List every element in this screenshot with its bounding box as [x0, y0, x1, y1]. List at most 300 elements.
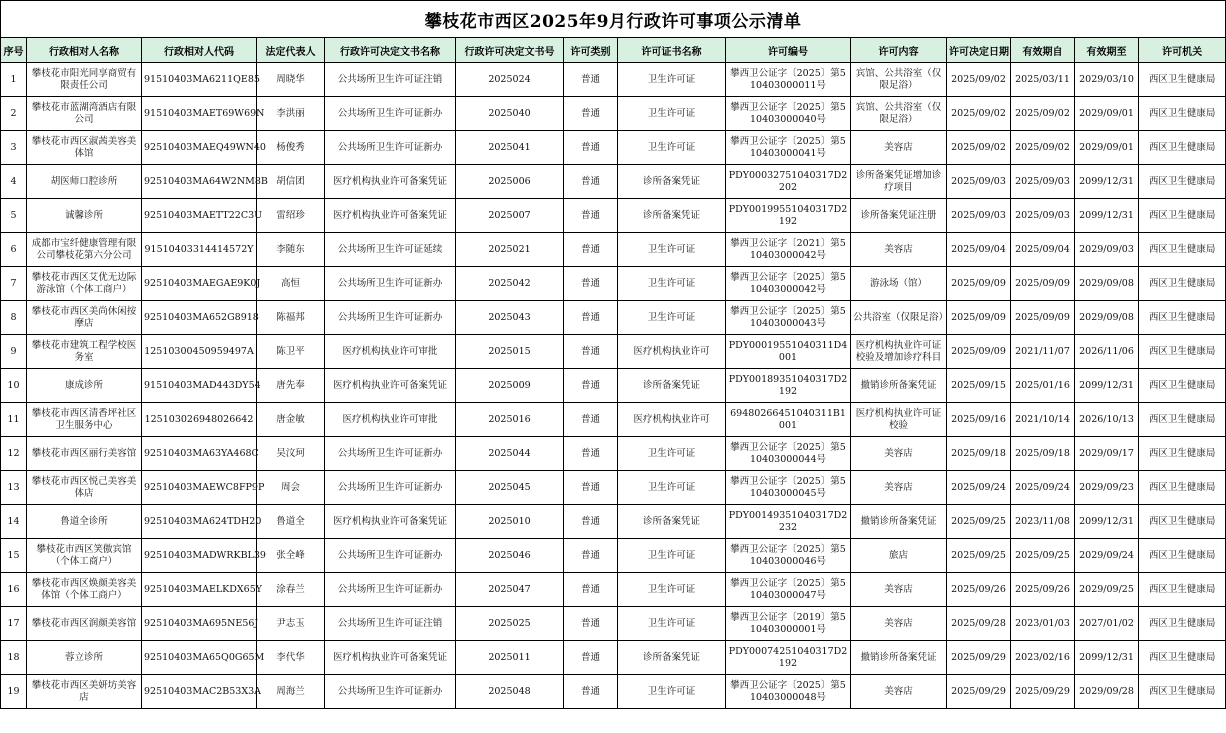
decision-doc-name: 公共场所卫生许可证延续 — [325, 233, 456, 267]
certificate-name: 卫生许可证 — [618, 131, 726, 165]
permit-authority: 西区卫生健康局 — [1139, 301, 1226, 335]
legal-representative: 李洪丽 — [257, 97, 325, 131]
valid-to: 2029/09/01 — [1075, 131, 1139, 165]
decision-date: 2025/09/03 — [947, 199, 1011, 233]
decision-doc-number: 2025015 — [456, 335, 564, 369]
row-number: 2 — [1, 97, 27, 131]
permit-authority: 西区卫生健康局 — [1139, 607, 1226, 641]
entity-code: 92510403MAC2B53X3A — [142, 675, 257, 709]
valid-from: 2025/09/03 — [1011, 165, 1075, 199]
permit-content: 游泳场（馆） — [851, 267, 947, 301]
certificate-name: 诊所备案凭证 — [618, 165, 726, 199]
permit-number: 攀西卫公证字〔2025〕第510403000045号 — [726, 471, 851, 505]
entity-code: 92510403MA65Q0G65M — [142, 641, 257, 675]
decision-date: 2025/09/04 — [947, 233, 1011, 267]
decision-date: 2025/09/02 — [947, 63, 1011, 97]
table-row — [1, 233, 1226, 267]
entity-code: 91510403MAET69W69N — [142, 97, 257, 131]
table-row — [1, 63, 1226, 97]
certificate-name: 卫生许可证 — [618, 675, 726, 709]
column-header: 序号 — [1, 38, 27, 63]
permit-content: 美容店 — [851, 131, 947, 165]
decision-doc-number: 2025010 — [456, 505, 564, 539]
valid-from: 2023/02/16 — [1011, 641, 1075, 675]
decision-doc-name: 公共场所卫生许可证新办 — [325, 675, 456, 709]
certificate-name: 卫生许可证 — [618, 267, 726, 301]
valid-from: 2025/09/26 — [1011, 573, 1075, 607]
permit-number: 攀西卫公证字〔2025〕第510403000043号 — [726, 301, 851, 335]
decision-doc-name: 公共场所卫生许可证新办 — [325, 97, 456, 131]
permit-content: 医疗机构执业许可证校验及增加诊疗科目 — [851, 335, 947, 369]
permit-number: 攀西卫公证字〔2025〕第510403000040号 — [726, 97, 851, 131]
row-number: 13 — [1, 471, 27, 505]
entity-name: 攀枝花市西区淑茜美容美体馆 — [27, 131, 142, 165]
valid-to: 2029/09/03 — [1075, 233, 1139, 267]
decision-date: 2025/09/26 — [947, 573, 1011, 607]
valid-from: 2025/09/24 — [1011, 471, 1075, 505]
entity-code: 92510403MA652G8918 — [142, 301, 257, 335]
entity-name: 蓉立诊所 — [27, 641, 142, 675]
entity-code: 92510403MA624TDH20 — [142, 505, 257, 539]
entity-name: 攀枝花市西区清香坪社区卫生服务中心 — [27, 403, 142, 437]
column-header: 行政相对人代码 — [142, 38, 257, 63]
entity-name: 攀枝花市西区润颜美容馆 — [27, 607, 142, 641]
decision-doc-number: 2025024 — [456, 63, 564, 97]
legal-representative: 李随东 — [257, 233, 325, 267]
valid-to: 2029/09/08 — [1075, 267, 1139, 301]
column-header: 许可编号 — [726, 38, 851, 63]
row-number: 7 — [1, 267, 27, 301]
row-number: 14 — [1, 505, 27, 539]
decision-date: 2025/09/29 — [947, 641, 1011, 675]
valid-to: 2029/09/24 — [1075, 539, 1139, 573]
decision-doc-number: 2025043 — [456, 301, 564, 335]
entity-name: 攀枝花市西区笑傲宾馆（个体工商户） — [27, 539, 142, 573]
permit-authority: 西区卫生健康局 — [1139, 369, 1226, 403]
legal-representative: 尹志玉 — [257, 607, 325, 641]
permit-number: PDY00032751040317D2202 — [726, 165, 851, 199]
valid-from: 2025/09/04 — [1011, 233, 1075, 267]
entity-name: 鲁道全诊所 — [27, 505, 142, 539]
decision-doc-name: 公共场所卫生许可证新办 — [325, 437, 456, 471]
entity-name: 攀枝花市西区焕颜美容美体馆（个体工商户） — [27, 573, 142, 607]
permit-content: 宾馆、公共浴室（仅限足浴） — [851, 63, 947, 97]
row-number: 15 — [1, 539, 27, 573]
decision-doc-number: 2025021 — [456, 233, 564, 267]
permit-authority: 西区卫生健康局 — [1139, 641, 1226, 675]
permit-category: 普通 — [564, 607, 618, 641]
decision-doc-number: 2025041 — [456, 131, 564, 165]
legal-representative: 陈福邦 — [257, 301, 325, 335]
row-number: 10 — [1, 369, 27, 403]
valid-to: 2029/09/25 — [1075, 573, 1139, 607]
column-header: 许可内容 — [851, 38, 947, 63]
decision-doc-name: 公共场所卫生许可证新办 — [325, 539, 456, 573]
decision-doc-number: 2025045 — [456, 471, 564, 505]
permit-category: 普通 — [564, 97, 618, 131]
permit-authority: 西区卫生健康局 — [1139, 437, 1226, 471]
decision-doc-name: 公共场所卫生许可证新办 — [325, 573, 456, 607]
valid-to: 2099/12/31 — [1075, 641, 1139, 675]
table-row — [1, 301, 1226, 335]
permit-content: 美容店 — [851, 573, 947, 607]
entity-name: 攀枝花市西区悦己美容美体店 — [27, 471, 142, 505]
table-row — [1, 199, 1226, 233]
table-row — [1, 573, 1226, 607]
entity-code: 91510403314414572Y — [142, 233, 257, 267]
legal-representative: 周海兰 — [257, 675, 325, 709]
valid-to: 2029/09/08 — [1075, 301, 1139, 335]
permit-content: 公共浴室（仅限足浴） — [851, 301, 947, 335]
permit-number: 攀西卫公证字〔2025〕第510403000047号 — [726, 573, 851, 607]
table-row — [1, 97, 1226, 131]
certificate-name: 医疗机构执业许可 — [618, 335, 726, 369]
permit-number: PDY00199551040317D2192 — [726, 199, 851, 233]
entity-code: 92510403MA64W2NM8B — [142, 165, 257, 199]
decision-doc-number: 2025046 — [456, 539, 564, 573]
decision-doc-number: 2025011 — [456, 641, 564, 675]
permit-number: PDY00019551040311D4001 — [726, 335, 851, 369]
valid-to: 2029/09/28 — [1075, 675, 1139, 709]
permit-category: 普通 — [564, 369, 618, 403]
decision-doc-number: 2025040 — [456, 97, 564, 131]
table-row — [1, 505, 1226, 539]
entity-name: 攀枝花市蓝湖湾酒店有限公司 — [27, 97, 142, 131]
permit-category: 普通 — [564, 573, 618, 607]
decision-doc-number: 2025048 — [456, 675, 564, 709]
permit-category: 普通 — [564, 267, 618, 301]
entity-name: 攀枝花市建筑工程学校医务室 — [27, 335, 142, 369]
permit-authority: 西区卫生健康局 — [1139, 505, 1226, 539]
certificate-name: 卫生许可证 — [618, 301, 726, 335]
column-header: 许可类别 — [564, 38, 618, 63]
decision-doc-name: 公共场所卫生许可证注销 — [325, 63, 456, 97]
permit-content: 旅店 — [851, 539, 947, 573]
entity-name: 胡医师口腔诊所 — [27, 165, 142, 199]
decision-doc-name: 医疗机构执业许可备案凭证 — [325, 369, 456, 403]
permit-authority: 西区卫生健康局 — [1139, 675, 1226, 709]
permit-content: 美容店 — [851, 607, 947, 641]
permit-number: 攀西卫公证字〔2025〕第510403000046号 — [726, 539, 851, 573]
permit-number: 攀西卫公证字〔2025〕第510403000011号 — [726, 63, 851, 97]
decision-doc-name: 公共场所卫生许可证注销 — [325, 607, 456, 641]
permit-content: 撤销诊所备案凭证 — [851, 641, 947, 675]
permit-category: 普通 — [564, 539, 618, 573]
entity-code: 12510300450959497A — [142, 335, 257, 369]
permit-content: 美容店 — [851, 233, 947, 267]
permit-authority: 西区卫生健康局 — [1139, 573, 1226, 607]
valid-from: 2021/11/07 — [1011, 335, 1075, 369]
decision-date: 2025/09/25 — [947, 505, 1011, 539]
legal-representative: 陈卫平 — [257, 335, 325, 369]
valid-to: 2029/09/23 — [1075, 471, 1139, 505]
certificate-name: 卫生许可证 — [618, 437, 726, 471]
legal-representative: 雷绍珍 — [257, 199, 325, 233]
permit-number: 攀西卫公证字〔2025〕第510403000041号 — [726, 131, 851, 165]
permit-authority: 西区卫生健康局 — [1139, 63, 1226, 97]
permit-authority: 西区卫生健康局 — [1139, 335, 1226, 369]
decision-doc-name: 医疗机构执业许可备案凭证 — [325, 505, 456, 539]
header-row — [1, 38, 1226, 63]
table-row — [1, 607, 1226, 641]
decision-doc-name: 公共场所卫生许可证新办 — [325, 301, 456, 335]
legal-representative: 周会 — [257, 471, 325, 505]
decision-doc-number: 2025007 — [456, 199, 564, 233]
valid-from: 2025/09/25 — [1011, 539, 1075, 573]
row-number: 16 — [1, 573, 27, 607]
certificate-name: 卫生许可证 — [618, 97, 726, 131]
decision-doc-number: 2025042 — [456, 267, 564, 301]
table-row — [1, 471, 1226, 505]
decision-doc-number: 2025044 — [456, 437, 564, 471]
row-number: 3 — [1, 131, 27, 165]
decision-date: 2025/09/03 — [947, 165, 1011, 199]
decision-date: 2025/09/15 — [947, 369, 1011, 403]
permit-content: 撤销诊所备案凭证 — [851, 505, 947, 539]
valid-to: 2026/10/13 — [1075, 403, 1139, 437]
decision-date: 2025/09/25 — [947, 539, 1011, 573]
permit-authority: 西区卫生健康局 — [1139, 267, 1226, 301]
row-number: 18 — [1, 641, 27, 675]
decision-date: 2025/09/02 — [947, 131, 1011, 165]
certificate-name: 卫生许可证 — [618, 573, 726, 607]
permit-number: 攀西卫公证字〔2025〕第510403000048号 — [726, 675, 851, 709]
permit-number: 攀西卫公证字〔2025〕第510403000042号 — [726, 267, 851, 301]
column-header: 法定代表人 — [257, 38, 325, 63]
permit-content: 宾馆、公共浴室（仅限足浴） — [851, 97, 947, 131]
table-row — [1, 131, 1226, 165]
legal-representative: 吴汶珂 — [257, 437, 325, 471]
decision-doc-name: 公共场所卫生许可证新办 — [325, 131, 456, 165]
decision-doc-number: 2025009 — [456, 369, 564, 403]
table-row — [1, 539, 1226, 573]
decision-doc-name: 医疗机构执业许可审批 — [325, 335, 456, 369]
decision-doc-name: 医疗机构执业许可备案凭证 — [325, 199, 456, 233]
certificate-name: 卫生许可证 — [618, 233, 726, 267]
entity-code: 92510403MA63YA468C — [142, 437, 257, 471]
valid-to: 2029/09/01 — [1075, 97, 1139, 131]
row-number: 1 — [1, 63, 27, 97]
table-row — [1, 165, 1226, 199]
valid-from: 2025/09/02 — [1011, 131, 1075, 165]
column-header: 许可机关 — [1139, 38, 1226, 63]
legal-representative: 周晓华 — [257, 63, 325, 97]
decision-date: 2025/09/09 — [947, 335, 1011, 369]
valid-from: 2025/01/16 — [1011, 369, 1075, 403]
permit-content: 美容店 — [851, 471, 947, 505]
permit-content: 诊所备案凭证增加诊疗项目 — [851, 165, 947, 199]
legal-representative: 李代华 — [257, 641, 325, 675]
entity-code: 92510403MAELKDX65Y — [142, 573, 257, 607]
table-row — [1, 403, 1226, 437]
permit-authority: 西区卫生健康局 — [1139, 199, 1226, 233]
certificate-name: 卫生许可证 — [618, 539, 726, 573]
permit-number: PDY00189351040317D2192 — [726, 369, 851, 403]
valid-to: 2029/09/17 — [1075, 437, 1139, 471]
permit-content: 美容店 — [851, 675, 947, 709]
decision-date: 2025/09/09 — [947, 267, 1011, 301]
row-number: 17 — [1, 607, 27, 641]
permit-number: PDY00074251040317D2192 — [726, 641, 851, 675]
entity-code: 125103026948026642 — [142, 403, 257, 437]
permit-category: 普通 — [564, 301, 618, 335]
valid-from: 2023/01/03 — [1011, 607, 1075, 641]
permit-category: 普通 — [564, 165, 618, 199]
table-row — [1, 369, 1226, 403]
column-header: 行政许可决定文书名称 — [325, 38, 456, 63]
entity-code: 92510403MADWRKBL39 — [142, 539, 257, 573]
valid-to: 2099/12/31 — [1075, 505, 1139, 539]
permit-authority: 西区卫生健康局 — [1139, 233, 1226, 267]
permit-number: 攀西卫公证字〔2021〕第510403000042号 — [726, 233, 851, 267]
row-number: 19 — [1, 675, 27, 709]
entity-name: 攀枝花市西区美尚休闲按摩店 — [27, 301, 142, 335]
certificate-name: 诊所备案凭证 — [618, 369, 726, 403]
table-row — [1, 335, 1226, 369]
permit-content: 医疗机构执业许可证校验 — [851, 403, 947, 437]
valid-from: 2025/09/09 — [1011, 301, 1075, 335]
decision-doc-number: 2025047 — [456, 573, 564, 607]
decision-doc-number: 2025006 — [456, 165, 564, 199]
valid-to: 2099/12/31 — [1075, 165, 1139, 199]
entity-name: 康成诊所 — [27, 369, 142, 403]
entity-name: 攀枝花市西区美妍坊美容店 — [27, 675, 142, 709]
permit-authority: 西区卫生健康局 — [1139, 539, 1226, 573]
entity-name: 攀枝花市阳光同享商贸有限责任公司 — [27, 63, 142, 97]
permit-number: PDY00149351040317D2232 — [726, 505, 851, 539]
table-row — [1, 641, 1226, 675]
row-number: 4 — [1, 165, 27, 199]
permit-category: 普通 — [564, 641, 618, 675]
decision-doc-number: 2025016 — [456, 403, 564, 437]
decision-date: 2025/09/28 — [947, 607, 1011, 641]
permit-authority: 西区卫生健康局 — [1139, 131, 1226, 165]
certificate-name: 卫生许可证 — [618, 63, 726, 97]
column-header: 有效期自 — [1011, 38, 1075, 63]
row-number: 11 — [1, 403, 27, 437]
entity-code: 91510403MA6211QE85 — [142, 63, 257, 97]
entity-code: 92510403MAEGAE9K0J — [142, 267, 257, 301]
decision-date: 2025/09/16 — [947, 403, 1011, 437]
permit-authority: 西区卫生健康局 — [1139, 403, 1226, 437]
certificate-name: 诊所备案凭证 — [618, 641, 726, 675]
entity-name: 成都市宝纤健康管理有限公司攀枝花第六分公司 — [27, 233, 142, 267]
legal-representative: 杨俊秀 — [257, 131, 325, 165]
valid-to: 2027/01/02 — [1075, 607, 1139, 641]
certificate-name: 卫生许可证 — [618, 607, 726, 641]
entity-code: 91510403MAD443DY54 — [142, 369, 257, 403]
permit-authority: 西区卫生健康局 — [1139, 97, 1226, 131]
table-row — [1, 675, 1226, 709]
valid-from: 2025/09/03 — [1011, 199, 1075, 233]
decision-date: 2025/09/09 — [947, 301, 1011, 335]
row-number: 5 — [1, 199, 27, 233]
entity-name: 攀枝花市西区丽行美容馆 — [27, 437, 142, 471]
row-number: 12 — [1, 437, 27, 471]
column-header: 行政相对人名称 — [27, 38, 142, 63]
permit-category: 普通 — [564, 233, 618, 267]
table-row — [1, 437, 1226, 471]
row-number: 8 — [1, 301, 27, 335]
legal-representative: 胡信团 — [257, 165, 325, 199]
decision-date: 2025/09/18 — [947, 437, 1011, 471]
certificate-name: 诊所备案凭证 — [618, 505, 726, 539]
permit-category: 普通 — [564, 63, 618, 97]
permit-number: 攀西卫公证字〔2019〕第510403000001号 — [726, 607, 851, 641]
valid-from: 2025/09/29 — [1011, 675, 1075, 709]
valid-from: 2025/09/02 — [1011, 97, 1075, 131]
certificate-name: 医疗机构执业许可 — [618, 403, 726, 437]
valid-from: 2023/11/08 — [1011, 505, 1075, 539]
permit-content: 诊所备案凭证注册 — [851, 199, 947, 233]
entity-name: 攀枝花市西区艾优无边际游泳馆（个体工商户） — [27, 267, 142, 301]
permit-category: 普通 — [564, 335, 618, 369]
certificate-name: 诊所备案凭证 — [618, 199, 726, 233]
decision-doc-name: 医疗机构执业许可备案凭证 — [325, 165, 456, 199]
decision-doc-name: 公共场所卫生许可证新办 — [325, 267, 456, 301]
table-row — [1, 267, 1226, 301]
page-title: 攀枝花市西区2025年9月行政许可事项公示清单 — [1, 1, 1226, 38]
valid-from: 2025/09/09 — [1011, 267, 1075, 301]
permit-content: 美容店 — [851, 437, 947, 471]
decision-doc-number: 2025025 — [456, 607, 564, 641]
column-header: 许可证书名称 — [618, 38, 726, 63]
decision-doc-name: 医疗机构执业许可审批 — [325, 403, 456, 437]
permit-number: 攀西卫公证字〔2025〕第510403000044号 — [726, 437, 851, 471]
decision-date: 2025/09/02 — [947, 97, 1011, 131]
legal-representative: 唐先奉 — [257, 369, 325, 403]
legal-representative: 张全峰 — [257, 539, 325, 573]
decision-doc-name: 公共场所卫生许可证新办 — [325, 471, 456, 505]
entity-code: 92510403MAEQ49WN40 — [142, 131, 257, 165]
valid-to: 2099/12/31 — [1075, 369, 1139, 403]
legal-representative: 高恒 — [257, 267, 325, 301]
valid-from: 2021/10/14 — [1011, 403, 1075, 437]
column-header: 有效期至 — [1075, 38, 1139, 63]
row-number: 9 — [1, 335, 27, 369]
permit-authority: 西区卫生健康局 — [1139, 471, 1226, 505]
legal-representative: 涂春兰 — [257, 573, 325, 607]
permit-category: 普通 — [564, 131, 618, 165]
valid-to: 2099/12/31 — [1075, 199, 1139, 233]
permit-category: 普通 — [564, 199, 618, 233]
valid-to: 2026/11/06 — [1075, 335, 1139, 369]
permit-category: 普通 — [564, 675, 618, 709]
decision-date: 2025/09/29 — [947, 675, 1011, 709]
permit-number: 69480266451040311B1001 — [726, 403, 851, 437]
permit-category: 普通 — [564, 471, 618, 505]
column-header: 行政许可决定文书号 — [456, 38, 564, 63]
permit-content: 撤销诊所备案凭证 — [851, 369, 947, 403]
entity-name: 诚馨诊所 — [27, 199, 142, 233]
entity-code: 92510403MA695NE56J — [142, 607, 257, 641]
legal-representative: 鲁道全 — [257, 505, 325, 539]
legal-representative: 唐金敏 — [257, 403, 325, 437]
valid-from: 2025/03/11 — [1011, 63, 1075, 97]
valid-to: 2029/03/10 — [1075, 63, 1139, 97]
permit-category: 普通 — [564, 505, 618, 539]
entity-code: 92510403MAEWC8FP9P — [142, 471, 257, 505]
decision-doc-name: 医疗机构执业许可备案凭证 — [325, 641, 456, 675]
certificate-name: 卫生许可证 — [618, 471, 726, 505]
entity-code: 92510403MAETT22C3U — [142, 199, 257, 233]
permit-category: 普通 — [564, 437, 618, 471]
column-header: 许可决定日期 — [947, 38, 1011, 63]
permit-category: 普通 — [564, 403, 618, 437]
row-number: 6 — [1, 233, 27, 267]
valid-from: 2025/09/18 — [1011, 437, 1075, 471]
decision-date: 2025/09/24 — [947, 471, 1011, 505]
